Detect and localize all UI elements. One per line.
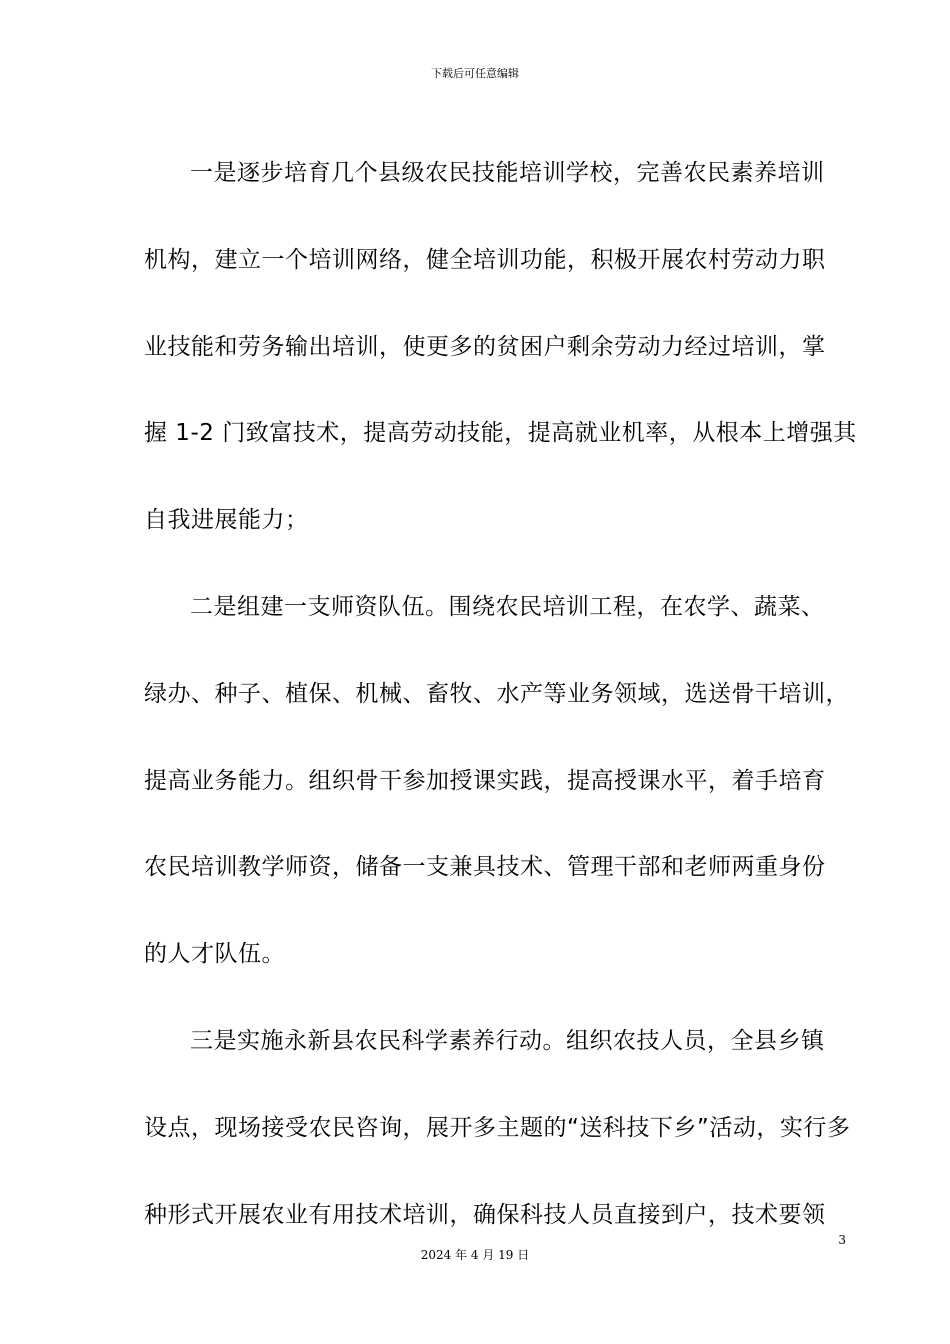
paragraph-1-line-3: 业技能和劳务输出培训，使更多的贫困户剩余劳动力经过培训，掌: [144, 333, 826, 360]
page-footer-date: 2024 年 4 月 19 日: [420, 1248, 530, 1262]
paragraph-1-line-1: 一是逐步培育几个县级农民技能培训学校，完善农民素养培训: [190, 160, 825, 186]
paragraph-3-line-3: 种形式开展农业有用技术培训，确保科技人员直接到户，技术要领: [144, 1201, 826, 1228]
paragraph-2-line-2: 绿办、种子、植保、机械、畜牧、水产等业务领域，选送骨干培训，: [144, 680, 849, 707]
paragraph-2-line-1: 二是组建一支师资队伍。围绕农民培训工程，在农学、蔬菜、: [190, 593, 825, 620]
paragraph-2-line-3: 提高业务能力。组织骨干参加授课实践，提高授课水平，着手培育: [144, 767, 826, 794]
page-header: 下载后可任意编辑: [431, 67, 519, 80]
paragraph-1-line-4: 握 1-2 门致富技术，提高劳动技能，提高就业机率，从根本上增强其: [144, 420, 857, 447]
paragraph-2-line-4: 农民培训教学师资，储备一支兼具技术、管理干部和老师两重身份: [144, 854, 826, 881]
document-body: [144, 130, 857, 1258]
page-number: 3: [838, 1233, 846, 1247]
paragraph-2-line-5: 的人才队伍。: [144, 941, 285, 968]
paragraph-3-line-2: 设点，现场接受农民咨询，展开多主题的“送科技下乡”活动，实行多: [144, 1114, 851, 1141]
paragraph-1-line-2: 机构，建立一个培训网络，健全培训功能，积极开展农村劳动力职: [144, 246, 826, 273]
paragraph-1-line-5: 自我进展能力；: [144, 507, 309, 534]
paragraph-3-line-1: 三是实施永新县农民科学素养行动。组织农技人员，全县乡镇: [190, 1027, 825, 1054]
